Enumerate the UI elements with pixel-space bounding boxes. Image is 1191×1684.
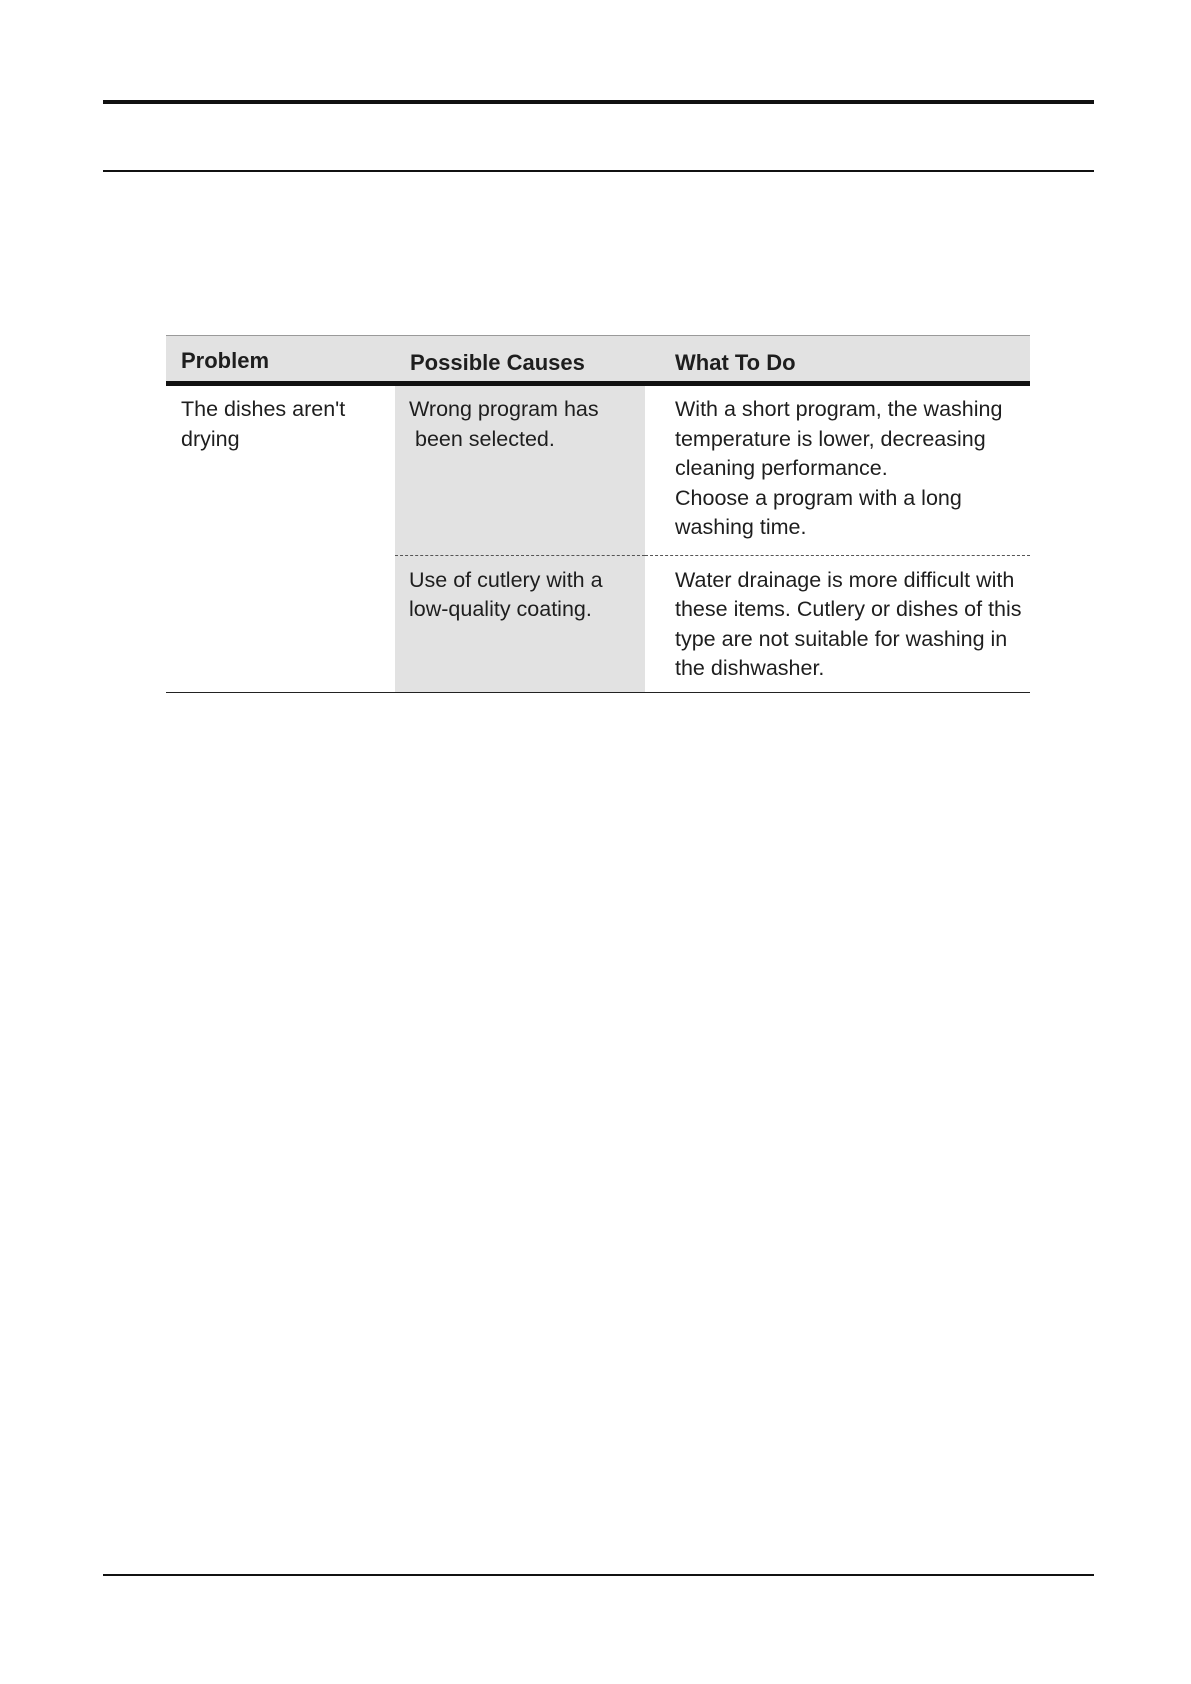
table-header-row: [166, 336, 1030, 384]
action-cell: [645, 555, 1030, 692]
cause-text-line: low-quality coating.: [409, 597, 592, 621]
action-text-line: temperature is lower, decreasing: [675, 426, 986, 451]
table-header: [166, 336, 1030, 384]
footer-rule: [103, 1574, 1094, 1576]
cause-text-line: Wrong program has: [409, 397, 599, 421]
cause-text-line: been selected.: [415, 426, 555, 451]
header-rule-thin: [103, 170, 1094, 172]
action-text-line: the dishwasher.: [675, 656, 825, 680]
header-possible-causes: Possible Causes: [395, 336, 645, 384]
action-text-line: Choose a program with a long: [675, 485, 962, 510]
action-text-line: these items. Cutlery or dishes of this: [675, 597, 1022, 621]
header-what-to-do: What To Do: [645, 336, 1030, 384]
problem-text-line: drying: [181, 426, 240, 451]
header-problem: Problem: [166, 336, 395, 384]
table-row: [166, 384, 1030, 556]
problem-text-line: The dishes aren't: [181, 397, 346, 421]
table-body: [166, 384, 1030, 693]
cause-cell: [395, 555, 645, 692]
troubleshooting-table: [166, 335, 1030, 693]
cause-text-line: Use of cutlery with a: [409, 567, 603, 592]
action-text-line: type are not suitable for washing in: [675, 626, 1008, 651]
action-text-line: Water drainage is more difficult with: [675, 567, 1015, 592]
action-text-line: cleaning performance.: [675, 456, 888, 480]
action-text-line: With a short program, the washing: [675, 397, 1003, 421]
header-rule-thick: [103, 100, 1094, 104]
cause-cell: [395, 384, 645, 556]
problem-cell: [166, 384, 395, 693]
action-cell: [645, 384, 1030, 556]
action-text-line: washing time.: [675, 515, 807, 539]
